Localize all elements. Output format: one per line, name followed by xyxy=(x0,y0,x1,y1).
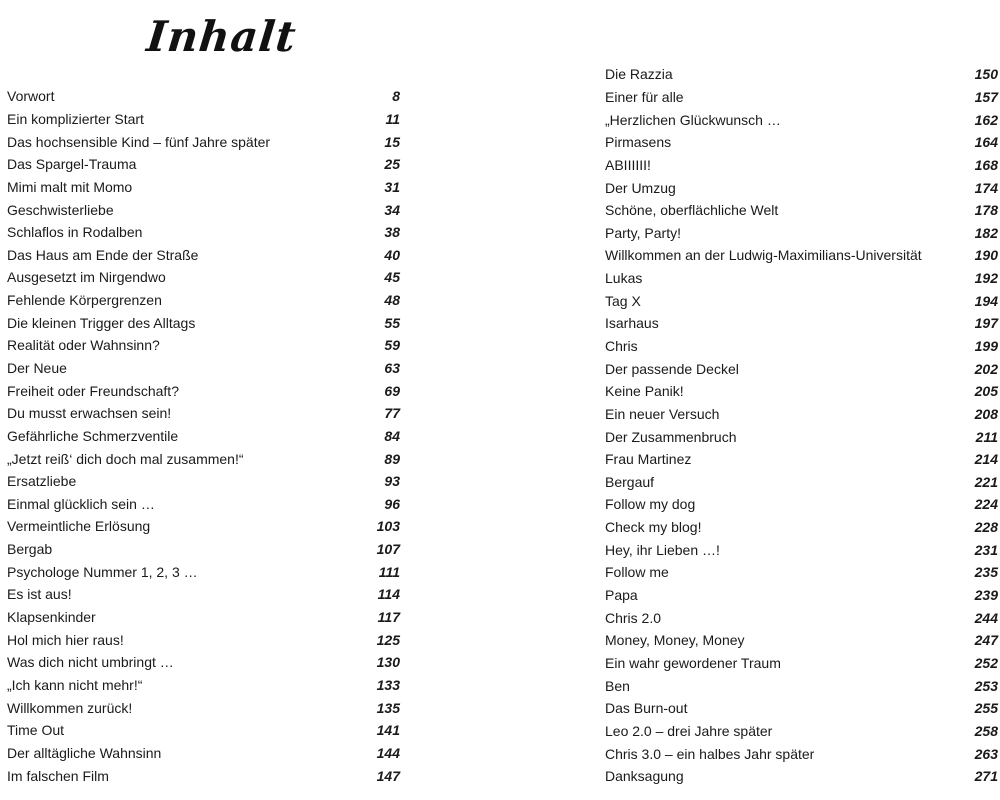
toc-entry-title: ABIIIIII! xyxy=(605,156,651,173)
toc-entry-title: Psychologe Nummer 1, 2, 3 … xyxy=(7,563,198,580)
toc-entry xyxy=(605,267,998,290)
toc-entry-page: 263 xyxy=(974,745,998,762)
toc-entry-page: 117 xyxy=(377,609,400,626)
toc-entry-page: 15 xyxy=(384,133,400,150)
toc-entry-page: 38 xyxy=(384,224,400,241)
toc-entry-page: 205 xyxy=(974,383,998,400)
toc-entry-title: Lukas xyxy=(605,270,643,287)
toc-entry-title: Es ist aus! xyxy=(7,586,72,603)
toc-entry xyxy=(7,560,400,583)
toc-entry-page: 77 xyxy=(384,405,400,422)
toc-entry-title: Bergab xyxy=(7,541,53,558)
toc-entry xyxy=(605,697,998,720)
toc-entry-title: „Herzlichen Glückwunsch … xyxy=(605,111,781,128)
toc-entry-title: Freiheit oder Freundschaft? xyxy=(7,382,179,399)
toc-entry-page: 255 xyxy=(974,700,998,717)
toc-entry-title: Das Burn-out xyxy=(605,700,688,717)
toc-entry-page: 174 xyxy=(974,179,998,196)
toc-entry xyxy=(7,515,400,538)
toc-entry-page: 228 xyxy=(974,519,998,536)
toc-entry-title: Ersatzliebe xyxy=(7,473,77,490)
toc-entry-title: Schöne, oberflächliche Welt xyxy=(605,202,779,219)
toc-entry-title: Der Umzug xyxy=(605,179,676,196)
toc-entry-page: 133 xyxy=(376,676,400,693)
toc-entry xyxy=(7,447,400,470)
toc-entry xyxy=(7,470,400,493)
toc-entry-page: 69 xyxy=(384,382,400,399)
page-title: Inhalt xyxy=(144,12,299,61)
toc-entry-title: Das Haus am Ende der Straße xyxy=(7,246,199,263)
toc-entry-title: Follow my dog xyxy=(605,496,696,513)
toc-entry-title: Was dich nicht umbringt … xyxy=(7,654,174,671)
toc-entry-title: Ein komplizierter Start xyxy=(7,110,144,127)
toc-entry-title: Time Out xyxy=(7,722,65,739)
toc-entry-page: 63 xyxy=(384,360,400,376)
toc-entry-page: 93 xyxy=(384,473,400,490)
toc-entry-title: Willkommen an der Ludwig-Maximilians-Universität xyxy=(605,247,922,264)
toc-entry xyxy=(605,652,998,675)
toc-entry xyxy=(605,380,998,403)
toc-entry-page: 182 xyxy=(974,224,998,241)
toc-entry-page: 244 xyxy=(974,609,998,626)
toc-entry xyxy=(605,516,998,539)
toc-entry-page: 11 xyxy=(385,110,400,127)
toc-entry xyxy=(605,154,998,177)
toc-entry-title: Ben xyxy=(605,677,630,694)
toc-entry xyxy=(605,674,998,697)
toc-entry-title: Hol mich hier raus! xyxy=(7,631,124,648)
toc-entry xyxy=(7,243,400,266)
toc-entry xyxy=(7,334,400,357)
toc-entry xyxy=(7,674,400,697)
toc-entry-page: 141 xyxy=(376,722,400,739)
toc-entry-title: Keine Panik! xyxy=(605,383,684,400)
toc-entry-title: Im falschen Film xyxy=(7,767,109,784)
toc-entry-title: Der passende Deckel xyxy=(605,360,739,377)
toc-entry xyxy=(7,311,400,334)
toc-entry-title: Bergauf xyxy=(605,473,655,490)
toc-entry-page: 168 xyxy=(974,156,998,173)
toc-entry-title: Der alltägliche Wahnsinn xyxy=(7,744,162,761)
toc-entry xyxy=(605,471,998,494)
toc-entry xyxy=(7,266,400,289)
toc-entry-page: 235 xyxy=(974,564,998,581)
toc-entry-page: 114 xyxy=(377,586,400,603)
toc-entry xyxy=(7,289,400,312)
toc-entry xyxy=(605,538,998,561)
toc-entry xyxy=(605,720,998,743)
toc-entry-page: 59 xyxy=(384,337,400,354)
toc-entry-page: 162 xyxy=(974,111,998,128)
toc-entry-page: 258 xyxy=(974,722,998,739)
toc-entry-title: Ein neuer Versuch xyxy=(605,405,720,422)
toc-entry-page: 252 xyxy=(974,654,998,671)
toc-entry xyxy=(605,86,998,109)
toc-entry xyxy=(7,379,400,402)
toc-entry-page: 194 xyxy=(974,292,998,309)
toc-entry-page: 34 xyxy=(384,201,400,218)
toc-entry-title: Chris xyxy=(605,338,638,354)
toc-entry-page: 271 xyxy=(974,768,998,785)
toc-entry xyxy=(605,131,998,154)
toc-entry-page: 199 xyxy=(974,338,998,354)
toc-entry-title: Ausgesetzt im Nirgendwo xyxy=(7,269,166,286)
toc-entry-page: 247 xyxy=(974,632,998,649)
toc-entry-page: 208 xyxy=(974,405,998,422)
toc-entry-page: 192 xyxy=(974,270,998,287)
toc-entry-title: Klapsenkinder xyxy=(7,609,96,626)
toc-entry-page: 239 xyxy=(974,587,998,604)
toc-right-column xyxy=(605,63,998,788)
toc-entry xyxy=(7,130,400,153)
toc-entry-page: 89 xyxy=(384,450,400,467)
toc-entry xyxy=(605,176,998,199)
toc-entry xyxy=(605,425,998,448)
toc-entry-title: Danksagung xyxy=(605,768,684,785)
toc-entry xyxy=(7,176,400,199)
toc-entry xyxy=(605,312,998,335)
toc-entry-title: Die kleinen Trigger des Alltags xyxy=(7,314,196,331)
toc-entry-title: Das hochsensible Kind – fünf Jahre später xyxy=(7,133,271,150)
toc-entry-title: Schlaflos in Rodalben xyxy=(7,224,143,241)
toc-entry-title: Hey, ihr Lieben …! xyxy=(605,541,720,558)
toc-entry xyxy=(7,85,400,108)
toc-entry xyxy=(605,221,998,244)
toc-entry-page: 55 xyxy=(384,314,400,331)
toc-entry-page: 45 xyxy=(384,269,400,286)
toc-entry-page: 178 xyxy=(974,202,998,219)
toc-entry xyxy=(605,289,998,312)
toc-entry xyxy=(7,153,400,176)
toc-entry-page: 157 xyxy=(974,88,998,105)
toc-entry-title: Willkommen zurück! xyxy=(7,699,133,716)
toc-entry-page: 31 xyxy=(384,178,400,195)
toc-entry xyxy=(605,765,998,788)
toc-entry xyxy=(7,628,400,651)
toc-entry-title: „Jetzt reiß‘ dich doch mal zusammen!“ xyxy=(7,450,244,467)
toc-entry-title: Frau Martinez xyxy=(605,451,692,468)
toc-entry xyxy=(605,629,998,652)
toc-entry-title: Gefährliche Schmerzventile xyxy=(7,427,179,444)
toc-entry-title: Einer für alle xyxy=(605,88,684,105)
toc-entry-page: 25 xyxy=(384,156,400,173)
toc-entry-page: 144 xyxy=(376,744,400,761)
toc-entry-page: 147 xyxy=(376,767,400,784)
toc-entry-title: Geschwisterliebe xyxy=(7,201,114,218)
toc-entry-title: Papa xyxy=(605,587,638,604)
toc-entry-page: 135 xyxy=(376,699,400,716)
toc-entry-page: 8 xyxy=(392,88,400,105)
toc-entry-page: 211 xyxy=(975,428,998,445)
toc-entry-page: 197 xyxy=(974,315,998,332)
toc-entry xyxy=(7,198,400,221)
toc-entry-page: 164 xyxy=(974,134,998,151)
toc-entry xyxy=(605,493,998,516)
toc-entry xyxy=(7,719,400,742)
toc-entry xyxy=(605,335,998,358)
toc-entry-title: Der Neue xyxy=(7,360,67,376)
toc-entry xyxy=(605,584,998,607)
toc-entry-page: 150 xyxy=(974,66,998,83)
toc-entry-title: Vorwort xyxy=(7,88,55,105)
toc-entry xyxy=(7,651,400,674)
toc-entry xyxy=(605,403,998,426)
toc-entry-title: Follow me xyxy=(605,564,669,581)
toc-entry-page: 224 xyxy=(974,496,998,513)
toc-entry xyxy=(7,538,400,561)
toc-entry xyxy=(7,764,400,787)
toc-entry xyxy=(7,108,400,131)
toc-entry-page: 107 xyxy=(376,541,400,558)
toc-left-column xyxy=(7,85,400,787)
toc-entry xyxy=(7,742,400,765)
toc-entry xyxy=(605,606,998,629)
toc-entry xyxy=(605,357,998,380)
toc-entry xyxy=(7,583,400,606)
toc-entry-title: Einmal glücklich sein … xyxy=(7,495,155,512)
toc-entry-title: Die Razzia xyxy=(605,66,673,83)
toc-entry-title: Ein wahr gewordener Traum xyxy=(605,654,781,671)
toc-entry xyxy=(7,606,400,629)
toc-entry-title: Check my blog! xyxy=(605,519,702,536)
toc-entry-title: Realität oder Wahnsinn? xyxy=(7,337,160,354)
toc-entry xyxy=(7,221,400,244)
toc-entry-title: Du musst erwachsen sein! xyxy=(7,405,172,422)
toc-entry-page: 231 xyxy=(974,541,998,558)
toc-entry-page: 111 xyxy=(378,563,400,580)
toc-entry xyxy=(605,199,998,222)
toc-entry xyxy=(7,425,400,448)
toc-entry-page: 130 xyxy=(376,654,400,671)
toc-entry-title: Money, Money, Money xyxy=(605,632,745,649)
toc-entry-page: 48 xyxy=(384,292,400,309)
toc-entry-title: Das Spargel-Trauma xyxy=(7,156,137,173)
toc-entry-title: „Ich kann nicht mehr!“ xyxy=(7,676,143,693)
toc-entry-title: Fehlende Körpergrenzen xyxy=(7,292,162,309)
toc-entry-title: Isarhaus xyxy=(605,315,659,332)
toc-entry xyxy=(605,742,998,765)
toc-entry xyxy=(7,402,400,425)
toc-entry-title: Pirmasens xyxy=(605,134,672,151)
toc-entry-page: 214 xyxy=(974,451,998,468)
toc-entry xyxy=(605,108,998,131)
toc-entry xyxy=(7,696,400,719)
toc-entry-page: 202 xyxy=(974,360,998,377)
toc-entry xyxy=(605,63,998,86)
toc-entry xyxy=(7,357,400,380)
toc-entry-page: 125 xyxy=(376,631,400,648)
toc-entry-title: Der Zusammenbruch xyxy=(605,428,737,445)
toc-entry xyxy=(605,448,998,471)
toc-entry-page: 103 xyxy=(376,518,400,535)
toc-entry-page: 190 xyxy=(974,247,998,264)
toc-entry-page: 96 xyxy=(384,495,400,512)
toc-entry-page: 40 xyxy=(384,246,400,263)
toc-entry-title: Mimi malt mit Momo xyxy=(7,178,133,195)
toc-entry-title: Party, Party! xyxy=(605,224,681,241)
toc-entry-title: Vermeintliche Erlösung xyxy=(7,518,151,535)
toc-entry xyxy=(7,493,400,516)
toc-entry-title: Tag X xyxy=(605,292,641,309)
toc-entry-page: 221 xyxy=(974,473,998,490)
toc-entry-page: 84 xyxy=(384,427,400,444)
toc-entry-title: Chris 3.0 – ein halbes Jahr später xyxy=(605,745,815,762)
toc-entry xyxy=(605,244,998,267)
toc-entry-title: Chris 2.0 xyxy=(605,609,662,626)
toc-entry-title: Leo 2.0 – drei Jahre später xyxy=(605,722,773,739)
toc-entry xyxy=(605,561,998,584)
toc-entry-page: 253 xyxy=(974,677,998,694)
